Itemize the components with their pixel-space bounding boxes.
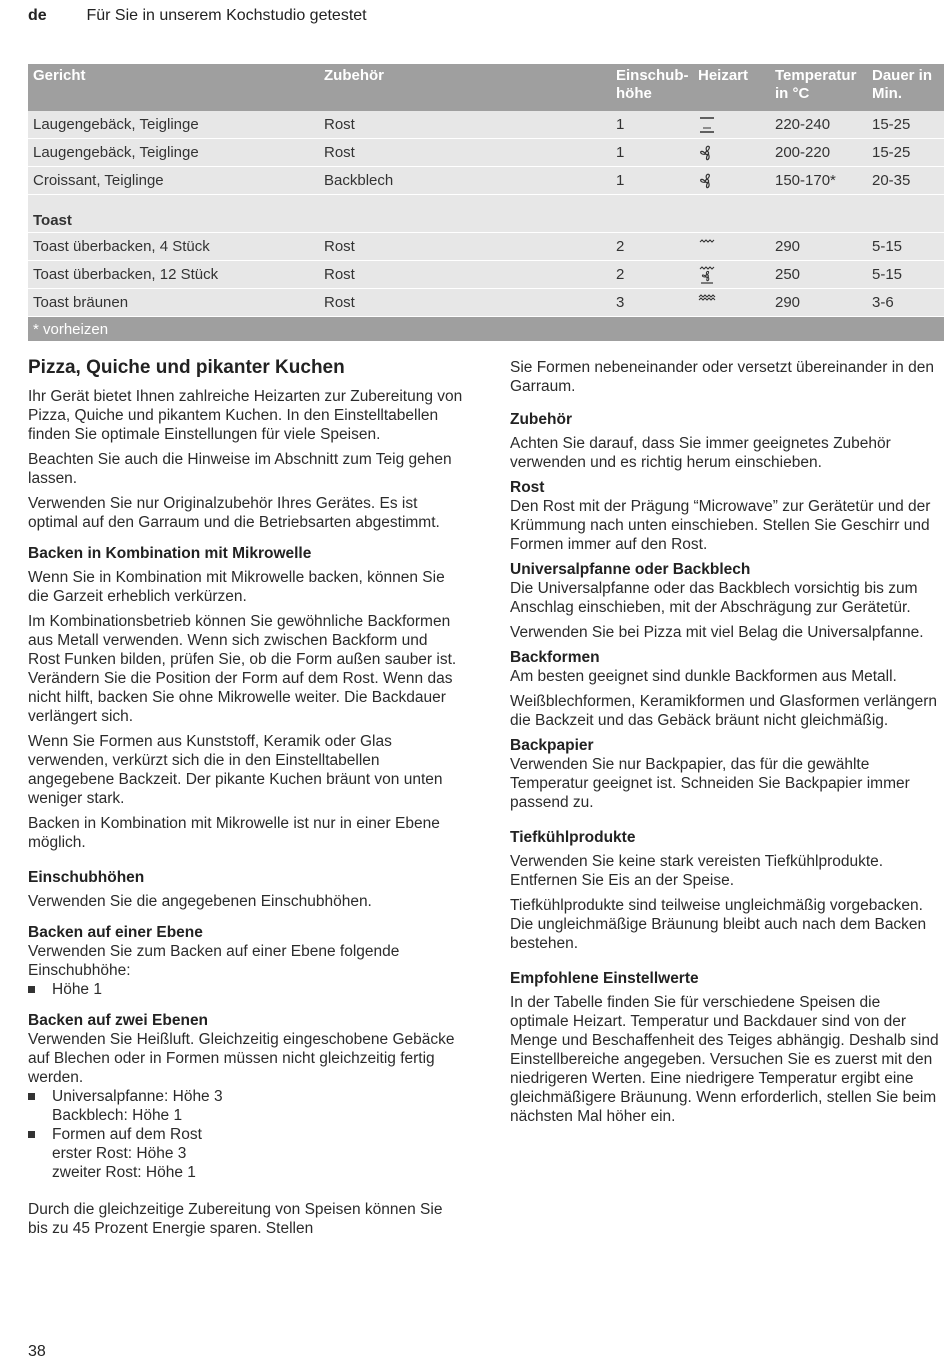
list-item	[28, 1087, 463, 1125]
paragraph: Verwenden Sie nur Backpapier, das für die gewählte Temperatur geeignet ist. Schneiden Sie Backpapier immer passend zu.	[510, 756, 910, 811]
list-item-text: zweiter Rost: Höhe 1	[52, 1164, 196, 1181]
list-item-text: erster Rost: Höhe 3	[52, 1145, 187, 1162]
paragraph: Backen in Kombination mit Mikrowelle ist nur in einer Ebene möglich.	[28, 815, 440, 851]
cell-dauer: 5-15	[867, 261, 944, 289]
cell-hoehe: 2	[611, 261, 693, 289]
cell-dauer: 3-6	[867, 289, 944, 317]
paragraph: Achten Sie darauf, dass Sie immer geeignetes Zubehör verwenden und es richtig herum einschieben.	[510, 435, 891, 471]
page-header	[28, 7, 367, 25]
hot-air-icon	[698, 144, 716, 162]
cell-hoehe: 2	[611, 233, 693, 261]
paragraph: Wenn Sie Formen aus Kunststoff, Keramik oder Glas verwenden, verkürzt sich die in den Einstelltabellen angegebene Backzeit. Der pikante Kuchen bräunt von unten weniger stark.	[28, 733, 443, 807]
col-heizart: Heizart	[693, 64, 770, 111]
left-column	[28, 358, 463, 1244]
cell-dauer: 15-25	[867, 139, 944, 167]
list-item-text: Höhe 1	[52, 981, 102, 998]
cell-temp: 290	[770, 233, 867, 261]
list-item-text: Formen auf dem Rost	[52, 1126, 202, 1143]
paragraph: Durch die gleichzeitige Zubereitung von Speisen können Sie bis zu 45 Prozent Energie sparen. Stellen	[28, 1201, 443, 1237]
paragraph: Im Kombinationsbetrieb können Sie gewöhnliche Backformen aus Metall verwenden. Wenn sich zwischen Backform und Rost Funken bilden, prüfen Sie, ob die Form außen sauber ist. Verändern Sie die Position der Form auf dem Rost. Wenn das nicht hilft, backen Sie ohne Mikrowelle weiter. Die Backdauer verlängert sich.	[28, 613, 457, 725]
paragraph: Verwenden Sie Heißluft. Gleichzeitig eingeschobene Gebäcke auf Blechen oder in Formen müssen nicht gleichzeitig fertig werden.	[28, 1031, 455, 1086]
cell-temp: 150-170*	[770, 167, 867, 195]
table-row	[28, 111, 944, 139]
table-footnote-row	[28, 317, 944, 342]
cell-gericht: Laugengebäck, Teiglinge	[28, 111, 319, 139]
cell-gericht: Croissant, Teiglinge	[28, 167, 319, 195]
subheading-backpapier: Backpapier	[510, 737, 594, 754]
circulated-grill-icon	[698, 266, 716, 284]
table-row	[28, 139, 944, 167]
subheading-tiefkuehl: Tiefkühlprodukte	[510, 829, 636, 846]
cell-gericht: Laugengebäck, Teiglinge	[28, 139, 319, 167]
table-row	[28, 167, 944, 195]
col-einschubhoehe: Einschub- höhe	[611, 64, 693, 111]
cell-hoehe: 1	[611, 167, 693, 195]
grill-small-icon	[698, 238, 716, 256]
paragraph: Die Universalpfanne oder das Backblech vorsichtig bis zum Anschlag einschieben, mit der Abschrägung zur Gerätetür.	[510, 580, 918, 616]
header-title: Für Sie in unserem Kochstudio getestet	[86, 7, 367, 24]
section-title: Toast	[28, 195, 944, 233]
page-number: 38	[28, 1343, 46, 1360]
cell-zubehoer: Rost	[319, 289, 611, 317]
cell-dauer: 5-15	[867, 233, 944, 261]
subheading-zwei-ebenen: Backen auf zwei Ebenen	[28, 1012, 209, 1029]
subheading-backformen: Backformen	[510, 649, 600, 666]
subheading-einstellwerte: Empfohlene Einstellwerte	[510, 970, 699, 987]
list-item	[28, 1125, 463, 1182]
paragraph: Am besten geeignet sind dunkle Backformen aus Metall.	[510, 668, 897, 685]
paragraph: Verwenden Sie keine stark vereisten Tiefkühlprodukte. Entfernen Sie Eis an der Speise.	[510, 853, 884, 889]
list-item-text: Universalpfanne: Höhe 3	[52, 1088, 223, 1105]
table-section-row	[28, 195, 944, 233]
table-row	[28, 289, 944, 317]
bullet-icon	[28, 1131, 35, 1138]
paragraph: Tiefkühlprodukte sind teilweise ungleichmäßig vorgebacken. Die ungleichmäßige Bräunung bleibt auch nach dem Backen bestehen.	[510, 897, 927, 952]
cell-temp: 200-220	[770, 139, 867, 167]
hot-air-icon	[698, 172, 716, 190]
col-gericht: Gericht	[28, 64, 319, 111]
top-bottom-heat-icon	[698, 116, 716, 134]
table-row	[28, 233, 944, 261]
cell-dauer: 15-25	[867, 111, 944, 139]
paragraph: Wenn Sie in Kombination mit Mikrowelle backen, können Sie die Garzeit erheblich verkürzen.	[28, 569, 445, 605]
cell-temp: 290	[770, 289, 867, 317]
bullet-icon	[28, 1093, 35, 1100]
cell-temp: 220-240	[770, 111, 867, 139]
cell-gericht: Toast überbacken, 4 Stück	[28, 233, 319, 261]
subheading-mikrowelle: Backen in Kombination mit Mikrowelle	[28, 545, 312, 562]
table-row	[28, 261, 944, 289]
cell-zubehoer: Rost	[319, 139, 611, 167]
table-footnote: * vorheizen	[28, 317, 944, 342]
cell-gericht: Toast überbacken, 12 Stück	[28, 261, 319, 289]
subheading-universalpfanne: Universalpfanne oder Backblech	[510, 561, 751, 578]
paragraph: In der Tabelle finden Sie für verschiedene Speisen die optimale Heizart. Temperatur und Backdauer sind von der Menge und Beschaffenheit des Teiges abhängig. Deshalb sind Einstellbereiche angegeben. Versuchen Sie es zuerst mit den niedrigeren Werten. Eine niedrigere Temperatur ergibt eine gleichmäßigere Bräunung. Wenn erforderlich, stellen Sie beim nächsten Mal höher ein.	[510, 994, 939, 1125]
cell-dauer: 20-35	[867, 167, 944, 195]
col-dauer: Dauer in Min.	[867, 64, 944, 111]
subheading-eine-ebene: Backen auf einer Ebene	[28, 924, 203, 941]
settings-table	[28, 64, 944, 342]
col-temperatur: Temperatur in °C	[770, 64, 867, 111]
cell-hoehe: 1	[611, 111, 693, 139]
paragraph: Sie Formen nebeneinander oder versetzt übereinander in den Garraum.	[510, 359, 934, 395]
paragraph: Ihr Gerät bietet Ihnen zahlreiche Heizarten zur Zubereitung von Pizza, Quiche und pikantem Kuchen. In den Einstelltabellen finden Sie optimale Einstellungen für viele Speisen.	[28, 388, 463, 443]
cell-hoehe: 3	[611, 289, 693, 317]
section-title-pizza: Pizza, Quiche und pikanter Kuchen	[28, 357, 345, 378]
paragraph: Den Rost mit der Prägung “Microwave” zur Gerätetür und der Krümmung nach unten einschieben. Stellen Sie Geschirr und Formen immer auf den Rost.	[510, 498, 931, 553]
subheading-zubehoer: Zubehör	[510, 411, 572, 428]
subheading-einschubhoehen: Einschubhöhen	[28, 869, 145, 886]
cell-zubehoer: Rost	[319, 261, 611, 289]
right-column	[510, 358, 942, 1132]
cell-zubehoer: Rost	[319, 233, 611, 261]
bullet-icon	[28, 986, 35, 993]
paragraph: Verwenden Sie nur Originalzubehör Ihres Gerätes. Es ist optimal auf den Garraum und die Betriebsarten abgestimmt.	[28, 495, 440, 531]
paragraph: Verwenden Sie die angegebenen Einschubhöhen.	[28, 893, 372, 910]
col-zubehoer: Zubehör	[319, 64, 611, 111]
paragraph: Verwenden Sie zum Backen auf einer Ebene folgende Einschubhöhe:	[28, 943, 400, 979]
subheading-rost: Rost	[510, 479, 545, 496]
cell-gericht: Toast bräunen	[28, 289, 319, 317]
table-header-row	[28, 64, 944, 111]
cell-zubehoer: Backblech	[319, 167, 611, 195]
paragraph: Weißblechformen, Keramikformen und Glasformen verlängern die Backzeit und das Gebäck bräunt nicht gleichmäßig.	[510, 693, 938, 729]
grill-large-icon	[698, 294, 716, 312]
language-code: de	[28, 7, 47, 24]
cell-zubehoer: Rost	[319, 111, 611, 139]
paragraph: Verwenden Sie bei Pizza mit viel Belag die Universalpfanne.	[510, 624, 924, 641]
cell-temp: 250	[770, 261, 867, 289]
cell-hoehe: 1	[611, 139, 693, 167]
list-item	[28, 980, 463, 999]
list-item-text: Backblech: Höhe 1	[52, 1107, 183, 1124]
paragraph: Beachten Sie auch die Hinweise im Abschnitt zum Teig gehen lassen.	[28, 451, 452, 487]
